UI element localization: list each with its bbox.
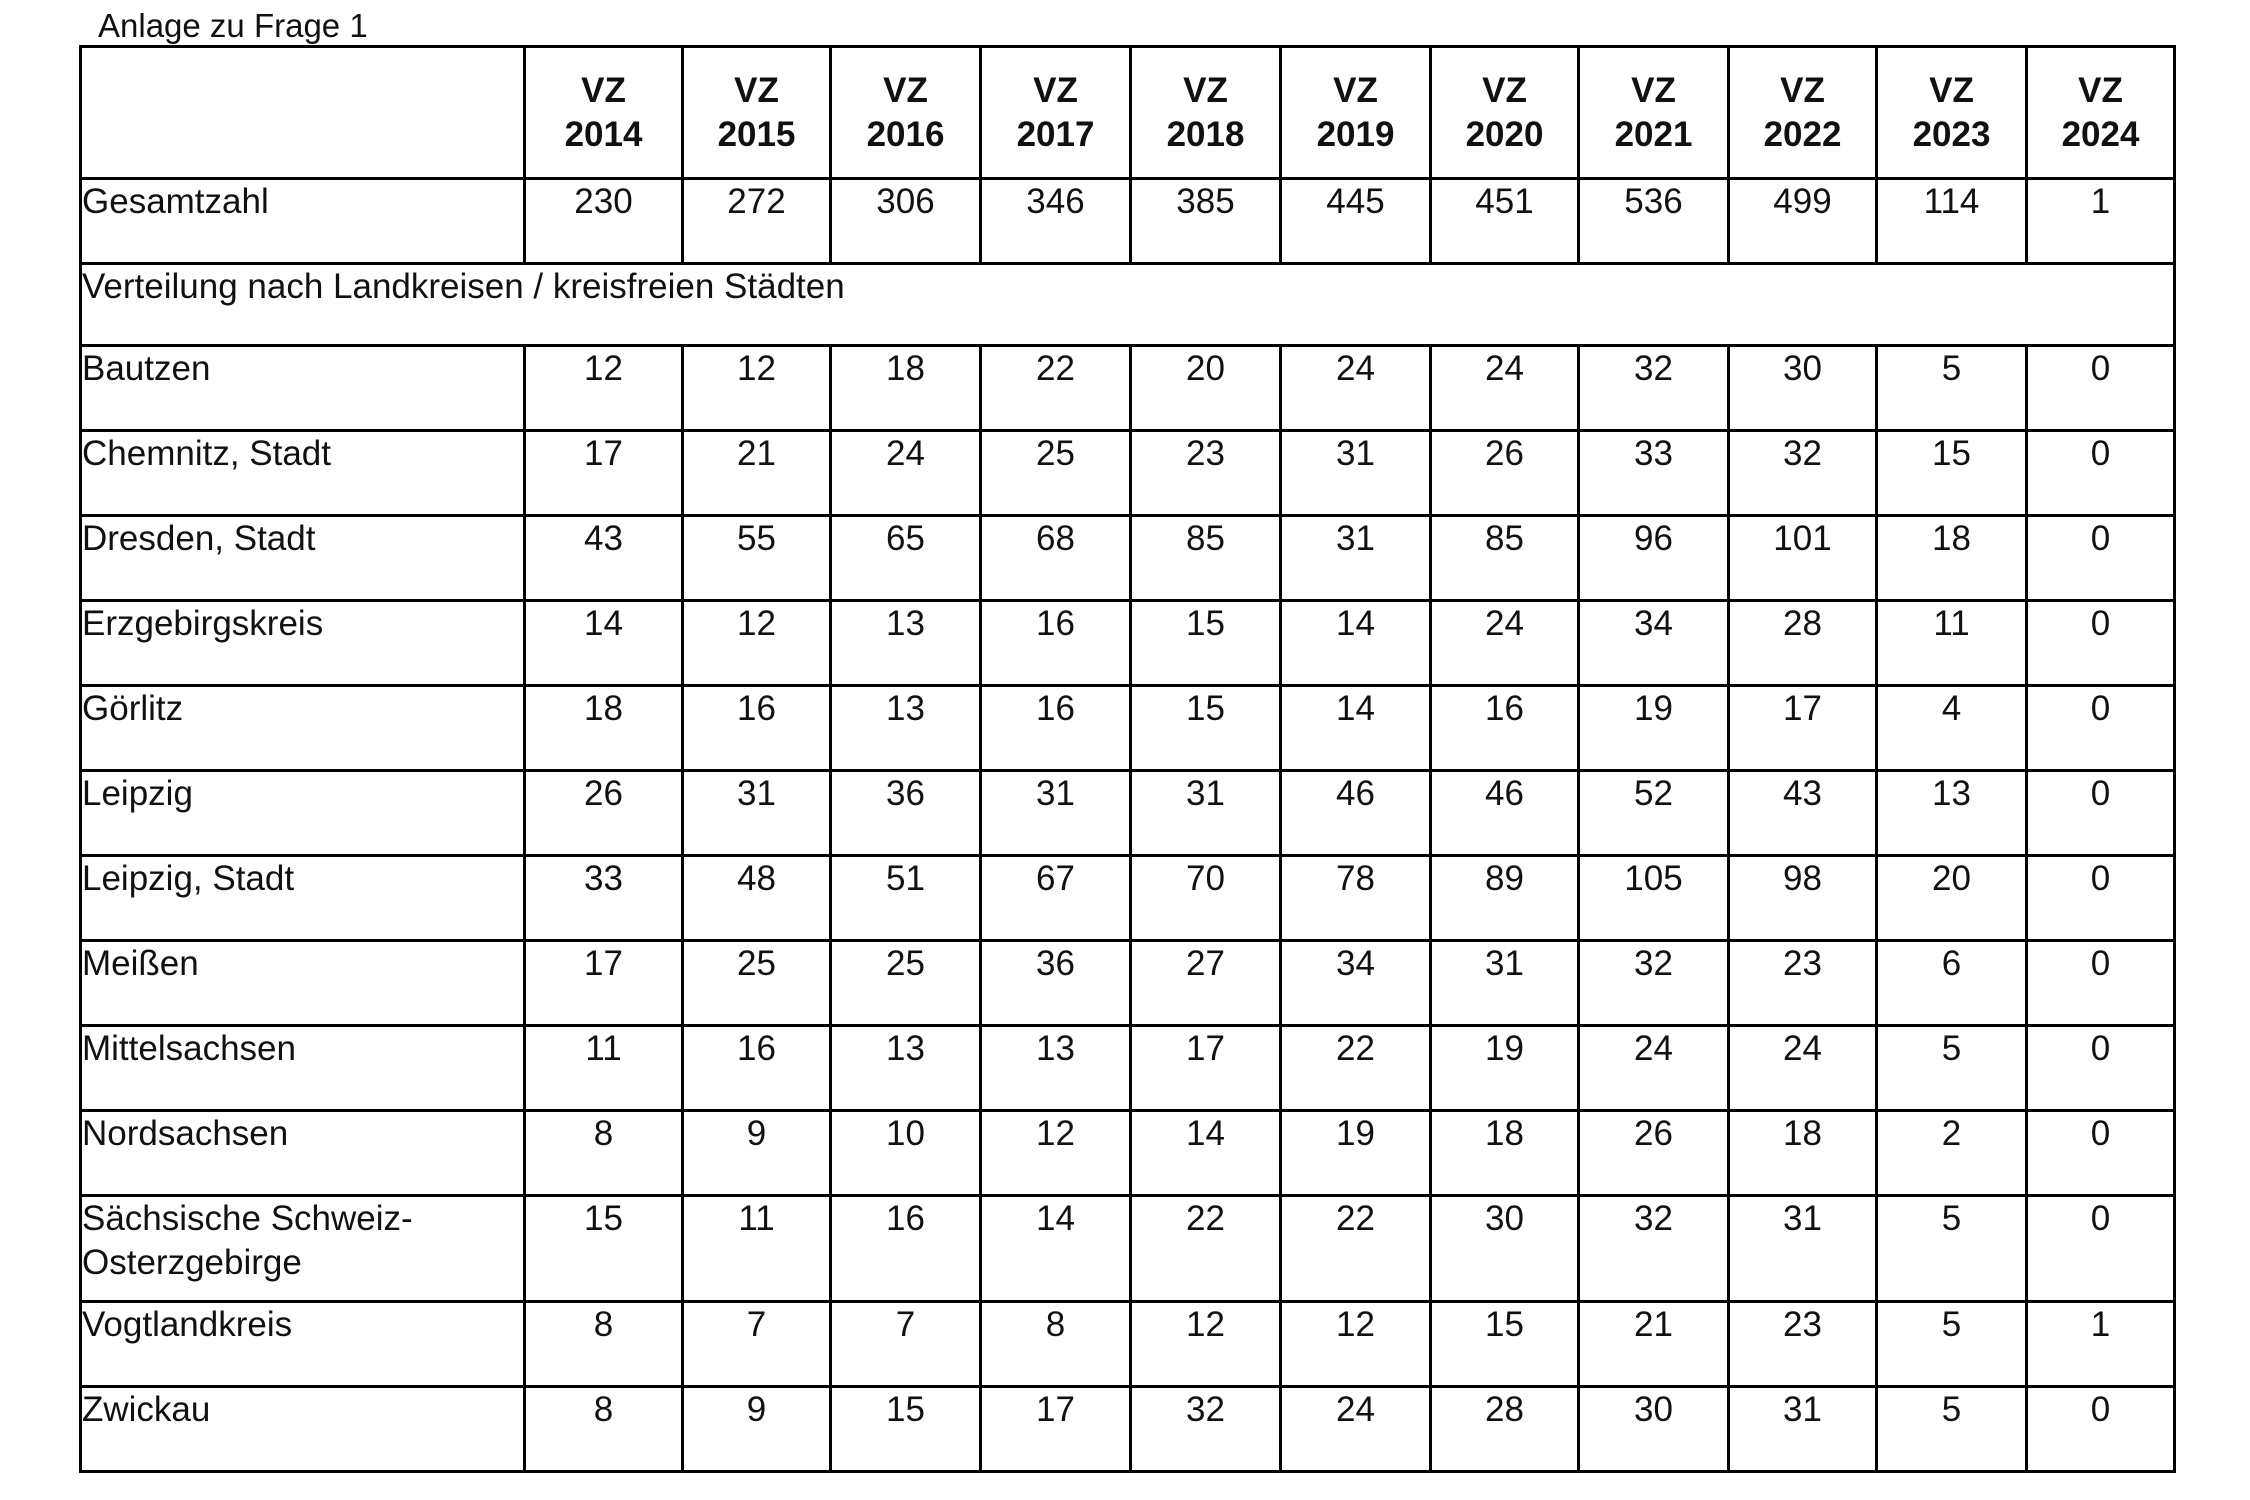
total-value: 272: [683, 179, 831, 264]
district-value: 9: [683, 1387, 831, 1472]
district-value: 27: [1131, 941, 1281, 1026]
district-label: Görlitz: [81, 686, 525, 771]
district-value: 14: [1281, 601, 1431, 686]
district-value: 89: [1431, 856, 1579, 941]
district-value: 0: [2027, 1196, 2175, 1302]
district-value: 30: [1729, 346, 1877, 431]
district-value: 0: [2027, 346, 2175, 431]
table-row: [81, 1026, 2175, 1111]
district-value: 13: [831, 601, 981, 686]
district-value: 5: [1877, 1026, 2027, 1111]
district-value: 16: [1431, 686, 1579, 771]
total-label: Gesamtzahl: [81, 179, 525, 264]
district-value: 15: [1131, 601, 1281, 686]
district-value: 30: [1431, 1196, 1579, 1302]
column-header: VZ 2021: [1579, 47, 1729, 179]
district-value: 15: [1431, 1302, 1579, 1387]
table-row: [81, 686, 2175, 771]
district-value: 48: [683, 856, 831, 941]
table-row: [81, 1387, 2175, 1472]
district-value: 0: [2027, 686, 2175, 771]
district-value: 11: [683, 1196, 831, 1302]
district-label: Dresden, Stadt: [81, 516, 525, 601]
column-header: VZ 2019: [1281, 47, 1431, 179]
district-value: 33: [1579, 431, 1729, 516]
district-value: 16: [683, 686, 831, 771]
district-value: 12: [981, 1111, 1131, 1196]
total-value: 499: [1729, 179, 1877, 264]
district-value: 31: [1729, 1387, 1877, 1472]
district-value: 14: [1131, 1111, 1281, 1196]
district-value: 18: [1431, 1111, 1579, 1196]
column-header: VZ 2015: [683, 47, 831, 179]
total-value: 385: [1131, 179, 1281, 264]
district-value: 12: [1281, 1302, 1431, 1387]
district-value: 5: [1877, 1387, 2027, 1472]
table-row: [81, 516, 2175, 601]
district-value: 31: [981, 771, 1131, 856]
district-value: 0: [2027, 1026, 2175, 1111]
district-value: 34: [1281, 941, 1431, 1026]
district-value: 0: [2027, 431, 2175, 516]
district-value: 18: [1877, 516, 2027, 601]
district-value: 34: [1579, 601, 1729, 686]
district-value: 25: [831, 941, 981, 1026]
district-value: 20: [1877, 856, 2027, 941]
total-value: 306: [831, 179, 981, 264]
district-value: 46: [1431, 771, 1579, 856]
district-value: 12: [683, 601, 831, 686]
district-value: 78: [1281, 856, 1431, 941]
district-value: 21: [1579, 1302, 1729, 1387]
district-value: 36: [831, 771, 981, 856]
district-value: 23: [1729, 941, 1877, 1026]
district-value: 21: [683, 431, 831, 516]
district-value: 17: [525, 941, 683, 1026]
district-value: 51: [831, 856, 981, 941]
table-body: [81, 179, 2175, 1472]
district-value: 32: [1131, 1387, 1281, 1472]
header-row: [81, 47, 2175, 179]
district-value: 11: [525, 1026, 683, 1111]
district-value: 20: [1131, 346, 1281, 431]
table-row: [81, 1302, 2175, 1387]
district-label: Leipzig: [81, 771, 525, 856]
district-value: 33: [525, 856, 683, 941]
district-value: 31: [1281, 431, 1431, 516]
district-value: 16: [981, 601, 1131, 686]
total-value: 114: [1877, 179, 2027, 264]
column-header: VZ 2024: [2027, 47, 2175, 179]
district-value: 65: [831, 516, 981, 601]
district-value: 13: [981, 1026, 1131, 1111]
district-value: 15: [1131, 686, 1281, 771]
district-value: 36: [981, 941, 1131, 1026]
district-value: 10: [831, 1111, 981, 1196]
district-value: 14: [1281, 686, 1431, 771]
district-value: 1: [2027, 1302, 2175, 1387]
statistics-table: [79, 45, 2176, 1473]
district-value: 5: [1877, 346, 2027, 431]
district-value: 96: [1579, 516, 1729, 601]
district-value: 12: [1131, 1302, 1281, 1387]
district-value: 24: [1281, 346, 1431, 431]
district-value: 8: [525, 1302, 683, 1387]
district-label: Leipzig, Stadt: [81, 856, 525, 941]
district-value: 24: [1579, 1026, 1729, 1111]
district-value: 32: [1579, 346, 1729, 431]
district-value: 31: [1729, 1196, 1877, 1302]
total-value: 536: [1579, 179, 1729, 264]
district-value: 13: [831, 686, 981, 771]
district-value: 0: [2027, 601, 2175, 686]
district-value: 31: [1131, 771, 1281, 856]
district-value: 2: [1877, 1111, 2027, 1196]
column-header: VZ 2022: [1729, 47, 1877, 179]
district-value: 19: [1281, 1111, 1431, 1196]
district-value: 26: [525, 771, 683, 856]
district-value: 22: [1281, 1026, 1431, 1111]
district-value: 85: [1131, 516, 1281, 601]
district-value: 22: [981, 346, 1131, 431]
district-value: 24: [1729, 1026, 1877, 1111]
column-header: VZ 2018: [1131, 47, 1281, 179]
district-label: Nordsachsen: [81, 1111, 525, 1196]
district-value: 31: [1281, 516, 1431, 601]
district-value: 98: [1729, 856, 1877, 941]
district-value: 26: [1431, 431, 1579, 516]
total-value: 230: [525, 179, 683, 264]
district-value: 7: [683, 1302, 831, 1387]
district-value: 46: [1281, 771, 1431, 856]
district-value: 24: [1431, 346, 1579, 431]
district-value: 24: [1431, 601, 1579, 686]
district-value: 23: [1131, 431, 1281, 516]
total-row: [81, 179, 2175, 264]
district-value: 28: [1431, 1387, 1579, 1472]
district-label: Zwickau: [81, 1387, 525, 1472]
district-value: 16: [831, 1196, 981, 1302]
district-value: 43: [1729, 771, 1877, 856]
district-value: 32: [1579, 941, 1729, 1026]
district-value: 24: [831, 431, 981, 516]
district-label: Mittelsachsen: [81, 1026, 525, 1111]
total-value: 451: [1431, 179, 1579, 264]
district-value: 18: [1729, 1111, 1877, 1196]
district-value: 28: [1729, 601, 1877, 686]
district-value: 0: [2027, 516, 2175, 601]
district-label: Chemnitz, Stadt: [81, 431, 525, 516]
district-value: 19: [1579, 686, 1729, 771]
district-value: 30: [1579, 1387, 1729, 1472]
section-row: [81, 264, 2175, 346]
district-value: 18: [525, 686, 683, 771]
district-value: 52: [1579, 771, 1729, 856]
district-value: 16: [683, 1026, 831, 1111]
district-value: 18: [831, 346, 981, 431]
column-header: VZ 2017: [981, 47, 1131, 179]
district-value: 32: [1729, 431, 1877, 516]
district-value: 0: [2027, 771, 2175, 856]
district-value: 24: [1281, 1387, 1431, 1472]
district-value: 8: [981, 1302, 1131, 1387]
district-value: 5: [1877, 1302, 2027, 1387]
total-value: 445: [1281, 179, 1431, 264]
district-value: 17: [1131, 1026, 1281, 1111]
total-value: 346: [981, 179, 1131, 264]
column-header: VZ 2023: [1877, 47, 2027, 179]
district-value: 17: [525, 431, 683, 516]
district-value: 31: [1431, 941, 1579, 1026]
column-header: VZ 2016: [831, 47, 981, 179]
district-value: 70: [1131, 856, 1281, 941]
district-value: 17: [981, 1387, 1131, 1472]
district-value: 32: [1579, 1196, 1729, 1302]
district-value: 26: [1579, 1111, 1729, 1196]
table-row: [81, 601, 2175, 686]
district-label: Vogtlandkreis: [81, 1302, 525, 1387]
district-value: 0: [2027, 1387, 2175, 1472]
column-header: VZ 2014: [525, 47, 683, 179]
district-value: 68: [981, 516, 1131, 601]
district-value: 22: [1281, 1196, 1431, 1302]
district-value: 7: [831, 1302, 981, 1387]
district-value: 9: [683, 1111, 831, 1196]
document-caption: Anlage zu Frage 1: [98, 7, 368, 44]
district-value: 31: [683, 771, 831, 856]
district-value: 0: [2027, 941, 2175, 1026]
table-row: [81, 1196, 2175, 1302]
table-row: [81, 941, 2175, 1026]
district-value: 67: [981, 856, 1131, 941]
district-value: 16: [981, 686, 1131, 771]
district-value: 14: [981, 1196, 1131, 1302]
district-value: 17: [1729, 686, 1877, 771]
district-value: 0: [2027, 1111, 2175, 1196]
district-value: 55: [683, 516, 831, 601]
table-row: [81, 346, 2175, 431]
header-empty-cell: [81, 47, 525, 179]
district-value: 23: [1729, 1302, 1877, 1387]
district-value: 8: [525, 1111, 683, 1196]
district-value: 85: [1431, 516, 1579, 601]
district-value: 13: [1877, 771, 2027, 856]
district-value: 14: [525, 601, 683, 686]
district-value: 15: [1877, 431, 2027, 516]
table-row: [81, 856, 2175, 941]
district-value: 5: [1877, 1196, 2027, 1302]
district-value: 15: [525, 1196, 683, 1302]
district-value: 15: [831, 1387, 981, 1472]
district-label: Erzgebirgskreis: [81, 601, 525, 686]
district-label: Bautzen: [81, 346, 525, 431]
district-value: 6: [1877, 941, 2027, 1026]
district-label: Sächsische Schweiz- Osterzgebirge: [81, 1196, 525, 1302]
table-row: [81, 431, 2175, 516]
total-value: 1: [2027, 179, 2175, 264]
district-value: 101: [1729, 516, 1877, 601]
district-value: 25: [981, 431, 1131, 516]
table-row: [81, 771, 2175, 856]
district-value: 25: [683, 941, 831, 1026]
district-label: Meißen: [81, 941, 525, 1026]
district-value: 4: [1877, 686, 2027, 771]
district-value: 12: [683, 346, 831, 431]
district-value: 105: [1579, 856, 1729, 941]
district-value: 22: [1131, 1196, 1281, 1302]
district-value: 19: [1431, 1026, 1579, 1111]
district-value: 43: [525, 516, 683, 601]
district-value: 8: [525, 1387, 683, 1472]
column-header: VZ 2020: [1431, 47, 1579, 179]
district-value: 0: [2027, 856, 2175, 941]
district-value: 13: [831, 1026, 981, 1111]
district-value: 11: [1877, 601, 2027, 686]
district-value: 12: [525, 346, 683, 431]
section-heading: Verteilung nach Landkreisen / kreisfreien Städten: [81, 264, 2175, 346]
table-row: [81, 1111, 2175, 1196]
